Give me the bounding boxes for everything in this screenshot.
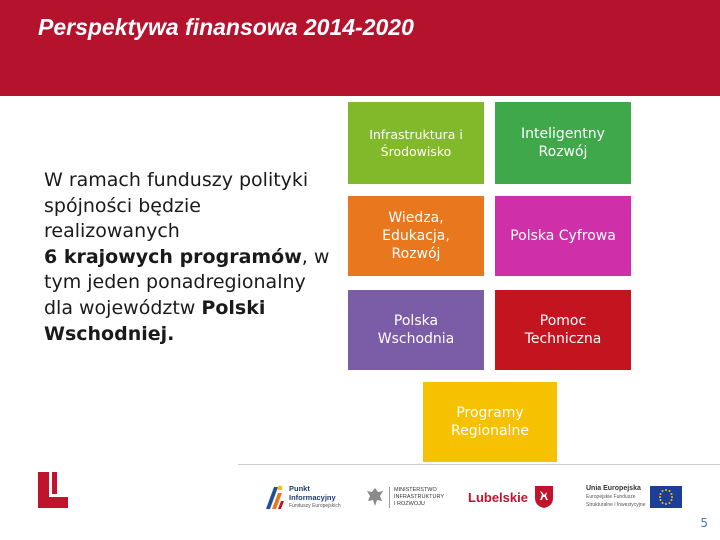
- eagle-emblem-icon: [366, 486, 384, 508]
- program-label: Polska Wschodnia: [377, 313, 455, 347]
- ue-text: [586, 485, 645, 509]
- page-number: 5: [700, 516, 708, 530]
- punkt-informacyjny-icon: [264, 483, 286, 511]
- program-label: Inteligentny Rozwój: [521, 126, 605, 160]
- punkt-line2: Informacyjny: [289, 492, 336, 502]
- program-tile-infrastruktura: [348, 102, 484, 184]
- program-tile-inteligentny-rozwoj: [495, 102, 631, 184]
- ue-line3: Strukturalne i Inwestycyjne: [586, 502, 646, 508]
- program-label: Infrastruktura i Środowisko: [369, 127, 463, 159]
- ministerstwo-line2: INFRASTRUKTURY: [394, 493, 445, 500]
- punkt-line3: Funduszy Europejskich: [289, 502, 341, 509]
- intro-part2: , w tym jeden ponadregionalny dla województw: [44, 245, 330, 319]
- lubelskie-l-logo-icon: [38, 472, 68, 508]
- program-tile-pomoc-techniczna: [495, 290, 631, 370]
- program-label: Programy Regionalne: [451, 405, 529, 439]
- lubelskie-text: Lubelskie: [468, 489, 528, 505]
- unia-europejska-logo: [586, 480, 682, 514]
- intro-part1: W ramach funduszy polityki spójności będzie realizowanych: [44, 169, 309, 243]
- punkt-text: [289, 484, 341, 511]
- program-label: Polska Cyfrowa: [510, 228, 616, 244]
- program-label: Pomoc Techniczna: [524, 313, 602, 347]
- eu-flag-icon: [650, 486, 682, 508]
- punkt-informacyjny-logo: [264, 480, 341, 514]
- program-tile-wiedza-edukacja: [348, 196, 484, 276]
- intro-bold1: 6 krajowych programów: [44, 245, 302, 268]
- lubelskie-logo: [468, 480, 554, 514]
- program-tile-programy-regionalne: [423, 382, 557, 462]
- intro-text: [44, 168, 334, 347]
- title-bar: [0, 0, 720, 96]
- program-tile-polska-wschodnia: [348, 290, 484, 370]
- footer-divider: [238, 464, 720, 465]
- program-label: Wiedza, Edukacja, Rozwój: [382, 210, 450, 262]
- ministerstwo-line3: I ROZWOJU: [394, 500, 425, 507]
- deer-crest-icon: [534, 485, 554, 509]
- ue-line1: Unia Europejska: [586, 485, 641, 492]
- punkt-line1: Punkt: [289, 483, 310, 493]
- program-tile-polska-cyfrowa: [495, 196, 631, 276]
- ministerstwo-logo: [366, 480, 444, 514]
- page-title: Perspektywa finansowa 2014-2020: [38, 14, 414, 40]
- ue-line2: Europejskie Fundusze: [586, 494, 636, 500]
- intro-bold2: Polski Wschodniej.: [44, 296, 266, 345]
- ministerstwo-text: [389, 487, 444, 508]
- ministerstwo-line1: MINISTERSTWO: [394, 486, 437, 493]
